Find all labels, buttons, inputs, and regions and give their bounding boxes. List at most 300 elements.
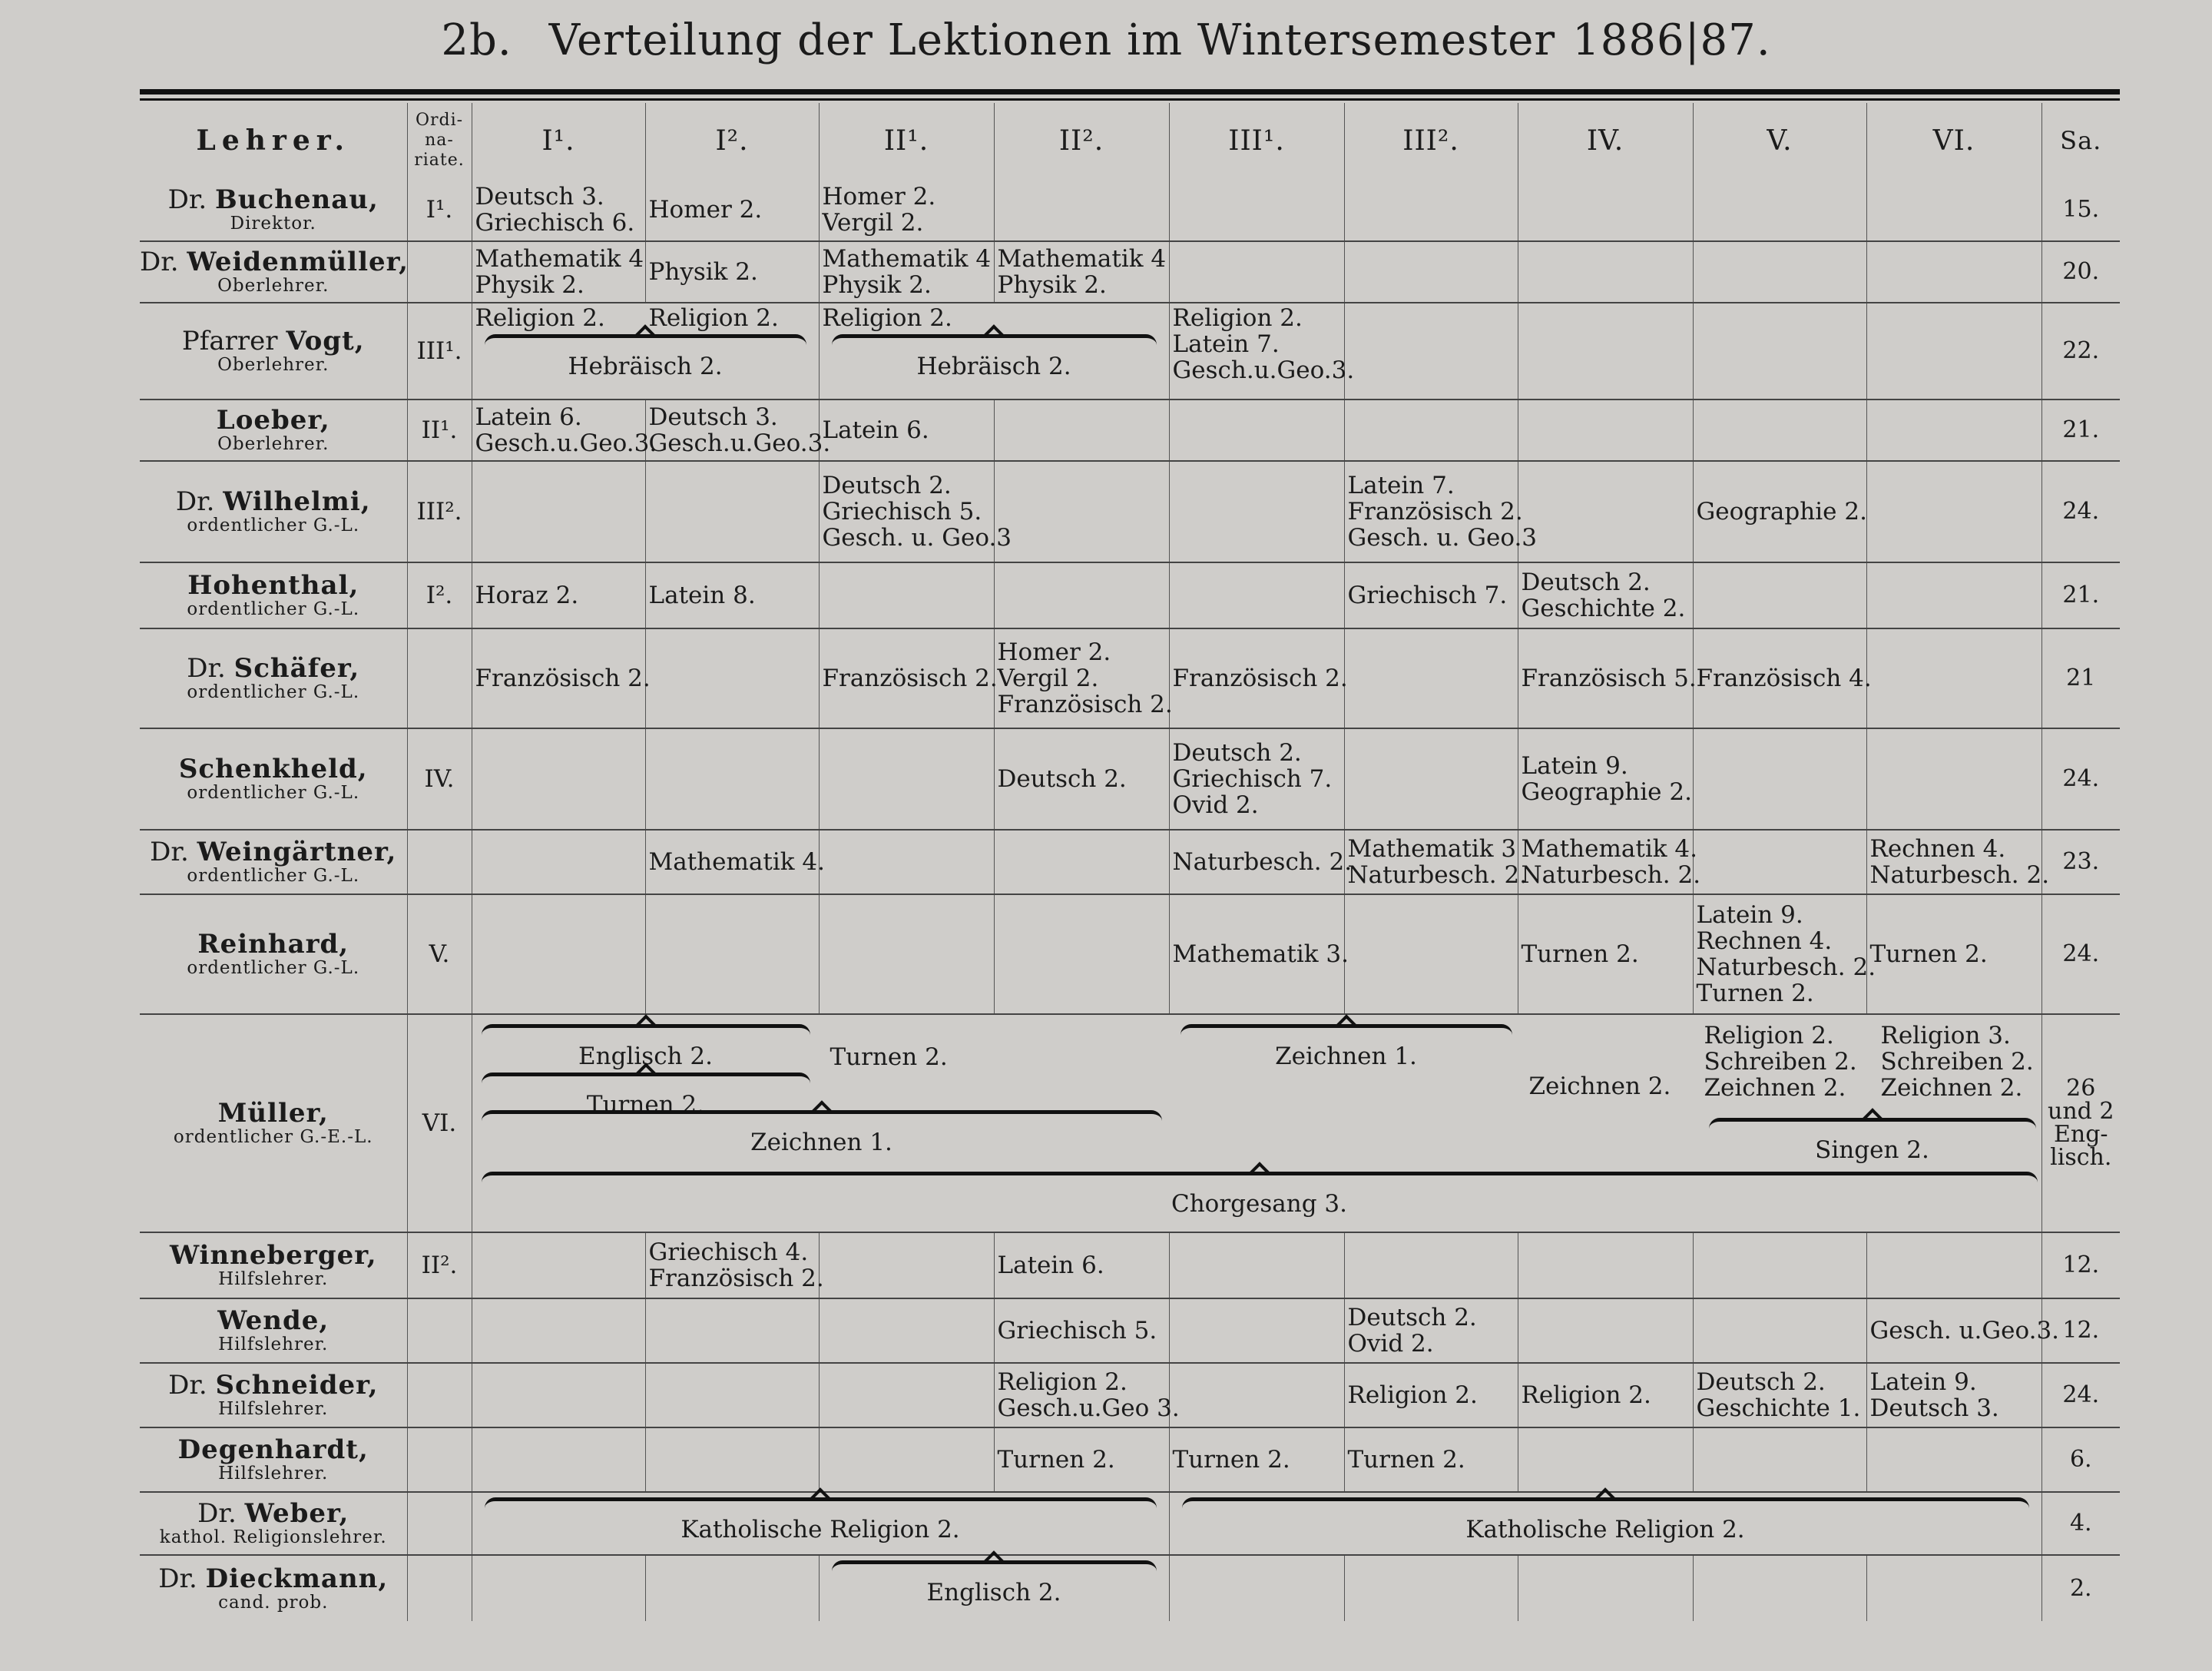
lesson-cell: Geographie 2. [1693,461,1866,562]
sum-cell: 6. [2041,1427,2120,1492]
lesson-cell: Latein 9. Deutsch 3. [1866,1363,2041,1427]
lesson-cell [1518,1298,1693,1363]
teacher-rank: ordentlicher G.-L. [187,866,360,886]
ordinariate-cell: I². [407,562,472,628]
lesson-cell [1866,1555,2041,1621]
teacher-rank: ordentlicher G.-L. [187,599,360,619]
brace-icon [1709,1118,2036,1136]
name-prefix: Dr. [167,184,207,215]
lesson-cell [472,1555,645,1621]
lesson-span-text: Zeichnen 1. [1275,1043,1417,1070]
teacher-cell [140,400,407,461]
teacher-rank: ordentlicher G.-L. [187,682,360,702]
lesson-cell [819,830,994,894]
lesson-cell: Naturbesch. 2. [1169,830,1344,894]
lesson-cell [1693,1427,1866,1492]
lesson-cell [1693,830,1866,894]
lesson-cell [645,628,819,728]
lesson-span-cell [472,303,819,400]
lesson-cell [472,728,645,830]
title-year: 1886|87. [1572,15,1771,65]
lesson-cell [1518,303,1693,400]
teacher-rank: Oberlehrer. [217,276,329,296]
ordinariate-cell: III¹. [407,303,472,400]
ordinariate-cell [407,241,472,303]
ordinariate-cell [407,1427,472,1492]
teacher-rank: Oberlehrer. [217,434,329,454]
lesson-text: Religion 2. [648,304,779,332]
lesson-span-text: Zeichnen 1. [750,1129,892,1156]
brace-icon [482,1073,810,1090]
lesson-text: Religion 2. [822,304,952,332]
lesson-cell [1518,178,1693,241]
lesson-cell [645,1555,819,1621]
lesson-cell: Griechisch 4. Französisch 2. [645,1232,819,1298]
lesson-cell [1518,1232,1693,1298]
lesson-cell [1344,178,1518,241]
lesson-cell [1866,1427,2041,1492]
teacher-rank: Hilfslehrer. [218,1399,329,1419]
ordinariate-cell [407,1492,472,1555]
teacher-rank: ordentlicher G.-L. [187,783,360,803]
ordinariate-cell [407,1298,472,1363]
lesson-cell [645,728,819,830]
sum-cell: 20. [2041,241,2120,303]
lesson-cell [1169,241,1344,303]
table-row [140,241,2120,303]
lesson-cell [1866,1232,2041,1298]
lesson-cell [472,461,645,562]
teacher-name: Weingärtner, [197,837,397,867]
table-row [140,400,2120,461]
sum-cell: 24. [2041,728,2120,830]
lesson-cell [1344,628,1518,728]
lesson-cell: Turnen 2. [1169,1427,1344,1492]
lesson-cell [1866,628,2041,728]
name-prefix: Pfarrer [181,326,278,356]
table-row [140,728,2120,830]
lesson-cell [1693,1555,1866,1621]
lesson-cell [994,461,1169,562]
lesson-cell: Französisch 2. [819,628,994,728]
teacher-cell [140,178,407,241]
lesson-cell [1169,1363,1344,1427]
lesson-cell: Griechisch 7. [1344,562,1518,628]
teacher-rank: ordentlicher G.-E.-L. [173,1127,373,1147]
englisch-group [472,1021,820,1118]
lesson-cell [1169,1298,1344,1363]
teacher-rank: Hilfslehrer. [218,1269,329,1289]
table-row [140,1232,2120,1298]
ordinariate-cell: II¹. [407,400,472,461]
lesson-span-cell [1169,1492,2041,1555]
sum-cell: 12. [2041,1232,2120,1298]
col-class-6: III². [1344,103,1518,178]
sum-cell: 24. [2041,1363,2120,1427]
table-row [140,562,2120,628]
lesson-cell [994,830,1169,894]
name-prefix: Dr. [168,1370,207,1401]
lesson-cell [1518,241,1693,303]
teacher-name: Loeber, [216,405,330,436]
col-lehrer: Lehrer. [196,124,350,157]
lesson-cell [1866,400,2041,461]
lesson-cell: Latein 6. [994,1232,1169,1298]
teacher-rank: Direktor. [230,213,316,234]
lesson-cell: Deutsch 2. Geschichte 2. [1518,562,1693,628]
brace-icon [485,334,806,352]
ordinariate-cell [407,1363,472,1427]
teacher-name: Weber, [244,1498,349,1529]
lesson-span-text: Singen 2. [1815,1136,1929,1164]
lesson-cell [819,728,994,830]
sum-cell: 21. [2041,400,2120,461]
lesson-cell [819,1363,994,1427]
teacher-name: Schenkheld, [178,754,368,784]
teacher-cell [140,1363,407,1427]
lesson-cell: Religion 2. Gesch.u.Geo 3. [994,1363,1169,1427]
col-sum: Sa. [2041,103,2120,178]
lesson-cell [1169,178,1344,241]
lesson-cell [1344,894,1518,1014]
singen-group [1700,1115,2045,1163]
lesson-text: Religion 2. Schreiben 2. Zeichnen 2. [1704,1022,1857,1102]
teacher-name: Hohenthal, [187,570,359,601]
lesson-cell: Homer 2. Vergil 2. Französisch 2. [994,628,1169,728]
lesson-cell: Mathematik 4 Physik 2. [994,241,1169,303]
col-ordinariate: Ordi- na- riate. [407,103,472,178]
lesson-cell: Mathematik 3. [1169,894,1344,1014]
col-class-2: I². [645,103,819,178]
col-class-3: II¹. [819,103,994,178]
lesson-cell: Mathematik 4. [645,830,819,894]
lesson-cell [1344,400,1518,461]
sum-cell: 4. [2041,1492,2120,1555]
sum-cell: 26 und 2 Eng- lisch. [2041,1014,2120,1232]
chorgesang-group [472,1169,2047,1217]
lesson-cell [1518,1555,1693,1621]
teacher-cell [140,628,407,728]
teacher-name: Schneider, [215,1370,379,1401]
title-number: 2b. [441,15,512,65]
lesson-cell [472,1427,645,1492]
name-prefix: Dr. [187,653,226,684]
sum-cell: 23. [2041,830,2120,894]
lesson-cell: Deutsch 2. Geschichte 1. [1693,1363,1866,1427]
lesson-cell: Turnen 2. [1518,894,1693,1014]
lesson-cell [1693,178,1866,241]
lesson-cell: Griechisch 5. [994,1298,1169,1363]
lesson-cell [1518,400,1693,461]
header-row [140,103,2120,178]
col-class-1: I¹. [472,103,645,178]
teacher-cell [140,894,407,1014]
lesson-cell [819,1232,994,1298]
lesson-cell [1169,400,1344,461]
lesson-cell: Religion 2. [1518,1363,1693,1427]
lesson-cell: Gesch. u.Geo.3. [1866,1298,2041,1363]
lesson-cell: Rechnen 4. Naturbesch. 2. [1866,830,2041,894]
teacher-rank: Hilfslehrer. [218,1464,329,1484]
ordinariate-cell: IV. [407,728,472,830]
teacher-cell [140,1492,407,1555]
lesson-cell [1693,1232,1866,1298]
lesson-cell: Französisch 4. [1693,628,1866,728]
sum-cell: 21. [2041,562,2120,628]
teacher-cell [140,1427,407,1492]
col-class-5: III¹. [1169,103,1344,178]
lesson-cell [472,1298,645,1363]
lesson-span-cell [472,1492,1169,1555]
teacher-cell [140,241,407,303]
lesson-cell: Französisch 2. [472,628,645,728]
lesson-cell [1344,1232,1518,1298]
lesson-cell [994,400,1169,461]
lesson-cell [819,1298,994,1363]
table-row [140,1363,2120,1427]
name-prefix: Dr. [175,486,215,517]
ordinariate-cell [407,1555,472,1621]
lesson-cell [1344,303,1518,400]
lesson-cell [1866,178,2041,241]
brace-icon [482,1110,1162,1128]
lesson-span-text: Turnen 2. [586,1091,705,1119]
ordinariate-cell: V. [407,894,472,1014]
lesson-span-text: Englisch 2. [926,1579,1061,1606]
sum-cell: 15. [2041,178,2120,241]
table-row [140,178,2120,241]
lesson-text: Religion 3. Schreiben 2. Zeichnen 2. [1880,1022,2034,1102]
lesson-span-cell [472,1014,2041,1232]
lesson-cell: Mathematik 3 Naturbesch. 2. [1344,830,1518,894]
lesson-cell: Mathematik 4 Physik 2. [819,241,994,303]
sum-cell: 24. [2041,461,2120,562]
lesson-span-text: Hebräisch 2. [568,353,723,380]
brace-icon [1182,1497,2029,1515]
teacher-rank: ordentlicher G.-L. [187,516,360,535]
lesson-cell: Deutsch 3. Griechisch 6. [472,178,645,241]
table-row [140,1555,2120,1621]
lesson-cell: Französisch 5. [1518,628,1693,728]
teacher-name: Weidenmüller, [187,247,409,277]
teacher-cell [140,830,407,894]
name-prefix: Dr. [158,1563,197,1594]
ordinariate-cell [407,628,472,728]
table-row [140,1298,2120,1363]
lesson-text: Zeichnen 2. [1528,1073,1671,1100]
lesson-cell [645,1427,819,1492]
lesson-cell [819,562,994,628]
lesson-cell [645,1298,819,1363]
lesson-cell [1169,562,1344,628]
lesson-cell [645,894,819,1014]
lesson-text: Turnen 2. [830,1043,948,1071]
lesson-cell: Homer 2. [645,178,819,241]
lesson-cell [1344,728,1518,830]
zeichnen-group [472,1107,1171,1155]
lesson-cell: Religion 2. Latein 7. Gesch.u.Geo.3. [1169,303,1344,400]
teacher-rank: Hilfslehrer. [218,1334,329,1354]
teacher-rank: kathol. Religionslehrer. [159,1527,387,1547]
lesson-cell [1169,1555,1344,1621]
lesson-cell: Horaz 2. [472,562,645,628]
ordinariate-cell: I¹. [407,178,472,241]
lesson-cell: Religion 2. [1344,1363,1518,1427]
ordinariate-cell: II². [407,1232,472,1298]
brace-icon [832,334,1157,352]
lesson-cell: Latein 9. Rechnen 4. Naturbesch. 2. Turnen 2. [1693,894,1866,1014]
lesson-cell: Mathematik 4. Naturbesch. 2. [1518,830,1693,894]
table-row [140,1427,2120,1492]
teacher-name: Wende, [217,1305,329,1336]
brace-icon [485,1497,1157,1515]
lesson-cell [994,562,1169,628]
lesson-cell [994,894,1169,1014]
teacher-cell [140,1014,407,1232]
title-text: Verteilung der Lektionen im Wintersemester [548,15,1556,65]
lesson-cell [1693,562,1866,628]
table-row [140,830,2120,894]
teacher-name: Reinhard, [197,929,349,960]
lesson-cell [1693,1298,1866,1363]
lesson-cell: Latein 7. Französisch 2. Gesch. u. Geo.3 [1344,461,1518,562]
table-row [140,303,2120,400]
lesson-cell: Deutsch 2. [994,728,1169,830]
lesson-cell [1169,461,1344,562]
teacher-name: Winneberger, [169,1240,377,1271]
lesson-cell [472,830,645,894]
sum-cell: 21 [2041,628,2120,728]
col-class-9: VI. [1866,103,2041,178]
teacher-name: Degenhardt, [177,1434,369,1465]
lesson-cell: Turnen 2. [1344,1427,1518,1492]
col-class-7: IV. [1518,103,1693,178]
lesson-cell: Latein 8. [645,562,819,628]
top-rule-thin [140,98,2120,101]
zeichnen-group-2 [1171,1021,1522,1069]
top-rule [140,89,2120,94]
ordinariate-cell: III². [407,461,472,562]
lesson-span-text: Katholische Religion 2. [680,1516,960,1543]
lesson-cell [645,1363,819,1427]
lesson-cell [472,1363,645,1427]
name-prefix: Dr. [197,1498,237,1529]
lesson-cell [819,894,994,1014]
teacher-cell [140,1232,407,1298]
lesson-cell: Mathematik 4 Physik 2. [472,241,645,303]
sum-cell: 24. [2041,894,2120,1014]
lesson-cell: Turnen 2. [994,1427,1169,1492]
brace-icon [482,1172,2038,1189]
lesson-cell [1344,241,1518,303]
teacher-cell [140,461,407,562]
lesson-cell [1866,562,2041,628]
lesson-span-cell [819,1555,1169,1621]
lesson-span-text: Hebräisch 2. [916,353,1071,380]
lesson-distribution-table [140,103,2120,1621]
brace-icon [1181,1024,1512,1042]
lesson-cell [645,461,819,562]
col-class-4: II². [994,103,1169,178]
name-prefix: Dr. [150,837,189,867]
lesson-cell: Deutsch 2. Ovid 2. [1344,1298,1518,1363]
teacher-cell [140,1555,407,1621]
lesson-cell [1518,461,1693,562]
brace-icon [482,1024,810,1042]
table-row [140,894,2120,1014]
lesson-cell [1866,461,2041,562]
lesson-cell [819,1427,994,1492]
lesson-cell [1169,1232,1344,1298]
lesson-cell [1693,303,1866,400]
lesson-cell: Latein 9. Geographie 2. [1518,728,1693,830]
teacher-cell [140,562,407,628]
lesson-cell: Latein 6. [819,400,994,461]
teacher-cell [140,1298,407,1363]
lesson-cell: Homer 2. Vergil 2. [819,178,994,241]
lesson-cell [472,894,645,1014]
sum-cell: 22. [2041,303,2120,400]
col-class-8: V. [1693,103,1866,178]
lesson-text: Religion 2. [475,304,605,332]
teacher-cell [140,728,407,830]
lesson-cell [1693,241,1866,303]
lesson-cell: Latein 6. Gesch.u.Geo.3. [472,400,645,461]
teacher-name: Schäfer, [233,653,360,684]
lesson-cell [1518,1427,1693,1492]
lesson-cell: Deutsch 2. Griechisch 5. Gesch. u. Geo.3 [819,461,994,562]
lesson-cell [472,1232,645,1298]
sum-cell: 12. [2041,1298,2120,1363]
lesson-cell [1693,728,1866,830]
lesson-cell: Physik 2. [645,241,819,303]
lesson-cell: Französisch 2. [1169,628,1344,728]
name-prefix: Dr. [140,247,179,277]
sum-cell: 2. [2041,1555,2120,1621]
brace-icon [832,1560,1157,1578]
lesson-span-cell [819,303,1169,400]
teacher-cell [140,303,407,400]
ordinariate-cell [407,830,472,894]
teacher-name: Müller, [217,1098,329,1129]
teacher-rank: cand. prob. [218,1592,329,1613]
teacher-name: Wilhelmi, [223,486,371,517]
ordinariate-cell: VI. [407,1014,472,1232]
teacher-rank: Oberlehrer. [217,355,329,375]
table-row [140,1014,2120,1232]
lesson-cell: Turnen 2. [1866,894,2041,1014]
lesson-cell [1866,728,2041,830]
page-title [0,15,2212,65]
table-row [140,1492,2120,1555]
lesson-cell [1344,1555,1518,1621]
lesson-span-text: Chorgesang 3. [1171,1190,1347,1218]
lesson-span-text: Katholische Religion 2. [1465,1516,1745,1543]
lesson-cell [1693,400,1866,461]
lesson-cell [1866,241,2041,303]
teacher-name: Vogt, [286,326,365,356]
lesson-cell [994,178,1169,241]
lesson-cell [1866,303,2041,400]
table-row [140,461,2120,562]
teacher-rank: ordentlicher G.-L. [187,958,360,978]
table-row [140,628,2120,728]
lesson-span-text: Englisch 2. [578,1043,713,1070]
lesson-cell: Deutsch 3. Gesch.u.Geo.3. [645,400,819,461]
teacher-name: Buchenau, [215,184,379,215]
lesson-cell: Deutsch 2. Griechisch 7. Ovid 2. [1169,728,1344,830]
teacher-name: Dieckmann, [205,1563,389,1594]
